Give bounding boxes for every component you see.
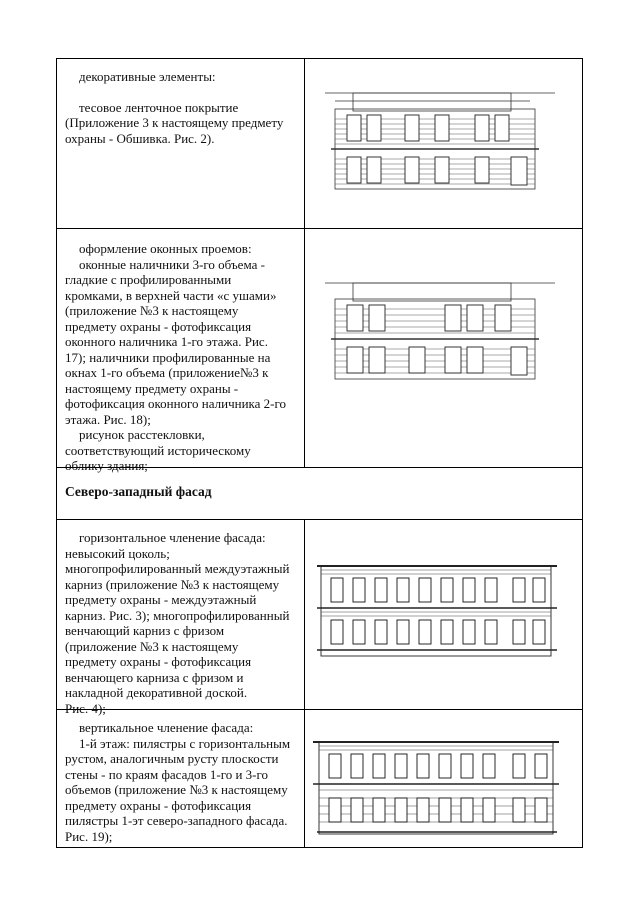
image-cell xyxy=(305,59,582,228)
text-line: накладной декоративной доской. xyxy=(65,685,248,700)
image-cell xyxy=(305,229,582,467)
text-line: предмету охраны - фотофиксация xyxy=(65,318,252,334)
text-line: (Приложение 3 к настоящему предмету xyxy=(65,115,284,130)
image-cell xyxy=(305,520,582,709)
text-line: рустом, аналогичным русту плоскости xyxy=(65,751,279,766)
text-line: кромками, в верхней части «с ушами» xyxy=(65,287,277,303)
text-line: пилястры 1-эт северо-западного фасада. xyxy=(65,813,288,828)
text-line: невысокий цоколь; xyxy=(65,545,170,561)
text-cell xyxy=(57,229,305,473)
text-line: рисунок расстекловки, xyxy=(79,427,205,442)
text-line: (приложение №3 к настоящему xyxy=(65,638,239,654)
text-line: предмету охраны - фотофиксация xyxy=(65,797,252,813)
text-line: тесовое ленточное покрытие xyxy=(79,99,239,115)
text-line: карниз. Рис. 3); многопрофилированный xyxy=(65,607,290,623)
text-line: объемов (приложение №3 к настоящему xyxy=(65,782,288,797)
facade-drawing xyxy=(325,269,555,389)
text-line: венчающий карниз с фризом xyxy=(65,623,225,638)
text-line: окнах 1-го объема (приложение№3 к xyxy=(65,365,269,380)
text-line: оконные наличники 3-го объема - xyxy=(79,256,265,272)
text-line: (приложение №3 к настоящему xyxy=(65,303,239,318)
facade-drawing xyxy=(325,79,555,199)
table-row xyxy=(57,228,582,473)
text-line: Рис. 19); xyxy=(65,828,113,844)
text-line: венчающего карниза с фризом и xyxy=(65,669,244,685)
text-line: многопрофилированный междуэтажный xyxy=(65,561,290,576)
table-row xyxy=(57,709,582,847)
text-line: Рис. 4); xyxy=(65,700,106,716)
facade-drawing xyxy=(317,550,567,660)
text-line: гладкие с профилированными xyxy=(65,272,232,287)
text-line: предмету охраны - фотофиксация xyxy=(65,654,252,669)
text-cell xyxy=(57,59,305,228)
text-line: стены - по краям фасадов 1-го и 3-го xyxy=(65,766,269,782)
image-cell xyxy=(305,710,582,847)
text-line: оформление оконных проемов: xyxy=(79,241,252,256)
text-line: охраны - Обшивка. Рис. 2). xyxy=(65,130,215,146)
facade-drawing xyxy=(313,728,563,838)
text-line: вертикальное членение фасада: xyxy=(79,720,254,735)
text-line: горизонтальное членение фасада: xyxy=(79,530,266,545)
text-line: 17); наличники профилированные на xyxy=(65,349,271,365)
text-line: карниз (приложение №3 к настоящему xyxy=(65,576,280,592)
text-line: декоративные элементы: xyxy=(79,69,216,84)
text-line xyxy=(65,85,298,100)
document-table xyxy=(56,58,583,848)
text-line: оконного наличника 1-го этажа. Рис. xyxy=(65,334,268,349)
section-heading: Северо-западный фасад xyxy=(65,484,212,499)
text-line: предмету охраны - междуэтажный xyxy=(65,592,257,607)
text-line: соответствующий историческому xyxy=(65,442,251,458)
text-line: этажа. Рис. 18); xyxy=(65,411,151,427)
table-row xyxy=(57,59,582,228)
table-row xyxy=(57,519,582,716)
text-line: настоящему предмету охраны - xyxy=(65,380,239,396)
table-row xyxy=(57,467,582,519)
text-cell xyxy=(57,710,305,847)
text-line: 1-й этаж: пилястры с горизонтальным xyxy=(79,735,291,751)
text-line: фотофиксация оконного наличника 2-го xyxy=(65,396,287,411)
text-cell xyxy=(57,520,305,716)
text-line: облику здания; xyxy=(65,458,148,473)
